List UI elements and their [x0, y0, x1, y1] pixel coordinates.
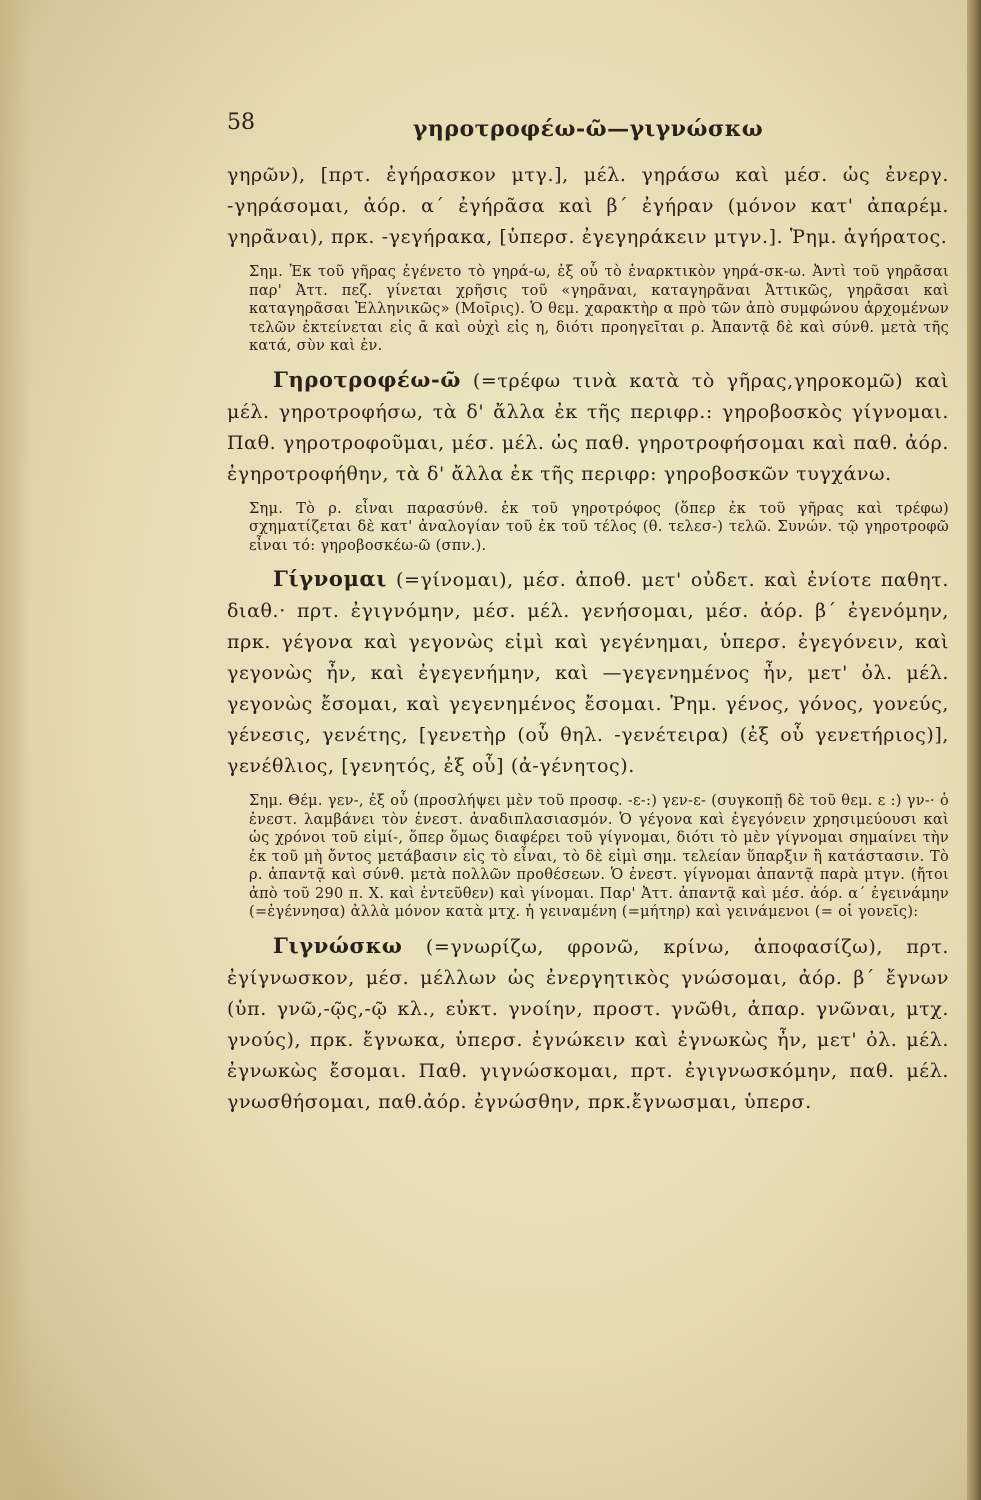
headword-gignomai: Γίγνομαι [273, 566, 388, 591]
entry-continuation: γηρῶν), [πρτ. ἐγήρασκον μτγ.], μέλ. γηράσω καὶ μέσ. ὡς ἐνεργ. -γηράσομαι, ἀόρ. α΄ ἐγήρᾶσα καὶ β΄ ἐγήραν (μόνον κατ' ἀπαρέμ. γηρᾶναι), πρκ. -γεγήρακα, [ὑπερσ. ἐγεγηράκειν μτγν.]. Ῥημ. ἀγήρατος. [227, 164, 949, 248]
entry-gignomai [227, 563, 949, 782]
note-gerotropheo: Σημ. Τὸ ρ. εἶναι παρασύνθ. ἐκ τοῦ γηροτρόφος (ὅπερ ἐκ τοῦ γῆρας καὶ τρέφω) σχηματίζεται δὲ κατ' ἀναλογίαν τοῦ ἐκ τοῦ τέλος (θ. τελεσ-) τελῶ. Συνών. τῷ γηροτροφῶ εἶναι τό: γηροβοσκέω-ῶ (σπν.). [249, 500, 949, 554]
page-number: 58 [227, 110, 255, 135]
entry-gignosko-text: (=γνωρίζω, φρονῶ, κρίνω, ἀποφασίζω), πρτ. ἐγίγνωσκον, μέσ. μέλλων ὡς ἐνεργητικὸς γνώσομαι, ἀόρ. β΄ ἔγνων (ὑπ. γνῶ,-ῷς,-ῷ κλ., εὐκτ. γνοίην, προστ. γνῶθι, ἀπαρ. γνῶναι, μτχ. γνούς), πρκ. ἔγνωκα, ὑπερσ. ἐγνώκειν καὶ ἐγνωκὼς ἦν, μετ' ὀλ. μέλ. ἐγνωκὼς ἔσομαι. Παθ. γιγνώσκομαι, πρτ. ἐγιγνωσκόμην, παθ. μέλ. γνωσθήσομαι, παθ.ἀόρ. ἐγνώσθην, πρκ.ἔγνωσμαι, ὑπερσ. [227, 935, 950, 1113]
page-content [227, 110, 949, 1118]
page-shadow-left [0, 0, 30, 1500]
entry-gignomai-text: (=γίνομαι), μέσ. ἀποθ. μετ' οὐδετ. καὶ ἐνίοτε παθητ. διαθ.· πρτ. ἐγιγνόμην, μέσ. μέλ. γενήσομαι, μέσ. ἀόρ. β΄ ἐγενόμην, πρκ. γέγονα καὶ γεγονὼς εἰμὶ καὶ γεγένημαι, ὑπερσ. ἐγεγόνειν, καὶ γεγονὼς ἦν, καὶ ἐγεγενήμην, καὶ —γεγενημένος ἦν, μετ' ὀλ. μέλ. γεγονὼς ἔσομαι, καὶ γεγενημένος ἔσομαι. Ῥημ. γένος, γόνος, γονεύς, γένεσις, γενέτης, [γενετὴρ (οὗ θηλ. -γενέτειρα) (ἐξ οὗ γενετήριος)], γενέθλιος, [γενητός, ἐξ οὗ] (ἀ-γένητος). [227, 569, 949, 777]
note-gerao: Σημ. Ἐκ τοῦ γῆρας ἐγένετο τὸ γηρά-ω, ἐξ οὗ τὸ ἐναρκτικὸν γηρά-σκ-ω. Ἀντὶ τοῦ γηρᾶσαι παρ' Ἀττ. πεζ. γίνεται χρῆσις τοῦ «γηρᾶναι, καταγηρᾶναι Ἀττικῶς, γηρᾶσαι καὶ καταγηρᾶσαι Ἑλληνικῶς» (Μοῖρις). Ὁ θεμ. χαρακτὴρ α πρὸ τῶν ἀπὸ συμφώνου ἀρχομένων τελῶν ἐκτείνεται εἰς ᾱ καὶ οὐχὶ εἰς η, διότι προηγεῖται ρ. Ἀπαντᾷ δὲ καὶ σύνθ. μετὰ τῆς κατά, σὺν καὶ ἐν. [249, 264, 949, 354]
running-head: γηροτροφέω-ῶ—γιγνώσκω [412, 116, 764, 142]
page-edge [967, 0, 981, 1500]
entry-gerotropheo [227, 364, 949, 490]
entry-gerotropheo-text: (=τρέφω τινὰ κατὰ τὸ γῆρας,γηροκομῶ) καὶ μέλ. γηροτροφήσω, τὰ δ' ἄλλα ἐκ τῆς περιφρ.: γηροβοσκὸς γίγνομαι. Παθ. γηροτροφοῦμαι, μέσ. μέλ. ὡς παθ. γηροτροφήσομαι καὶ παθ. ἀόρ. ἐγηροτροφήθην, τὰ δ' ἄλλα ἐκ τῆς περιφρ: γηροβοσκῶν τυγχάνω. [227, 369, 950, 485]
entry-gignosko [227, 930, 949, 1118]
headword-gignosko: Γιγνώσκω [273, 932, 403, 958]
page-header [227, 110, 949, 160]
note-gignomai: Σημ. Θέμ. γεν-, ἐξ οὗ (προσλήψει μὲν τοῦ προσφ. -ε-:) γεν-ε- (συγκοπῇ δὲ τοῦ θεμ. ε :) γν-· ὁ ἐνεστ. λαμβάνει τὸν ἐνεστ. ἀναδιπλασιασμόν. Ὁ γέγονα καὶ ἐγεγόνειν χρησιμεύουσι καὶ ὡς χρόνοι τοῦ εἰμί-, ὅπερ ὅμως διαφέρει τοῦ γίγνομαι, διότι τὸ μὲν γίγνομαι σημαίνει τὴν ἐκ τοῦ μὴ ὄντος μετάβασιν εἰς τὸ εἶναι, τὸ δὲ εἰμὶ σημ. τελείαν ὕπαρξιν ἢ κατάστασιν. Τὸ ρ. ἀπαντᾷ καὶ σύνθ. μετὰ πολλῶν προθέσεων. Ὁ ἐνεστ. γίγνομαι ἀπαντᾷ παρὰ μτγν. (ἤτοι ἀπὸ τοῦ 290 π. Χ. καὶ ἐντεῦθεν) καὶ γίνομαι. Παρ' Ἀττ. ἀπαντᾷ καὶ μέσ. ἀόρ. α΄ ἐγεινάμην (=ἐγέννησα) ἀλλὰ μόνον κατὰ μτχ. ἡ γειναμένη (=μήτηρ) καὶ γεινάμενοι (= οἱ γονεῖς): [249, 793, 949, 920]
headword-gerotropheo: Γηροτροφέω-ῶ [273, 366, 461, 392]
